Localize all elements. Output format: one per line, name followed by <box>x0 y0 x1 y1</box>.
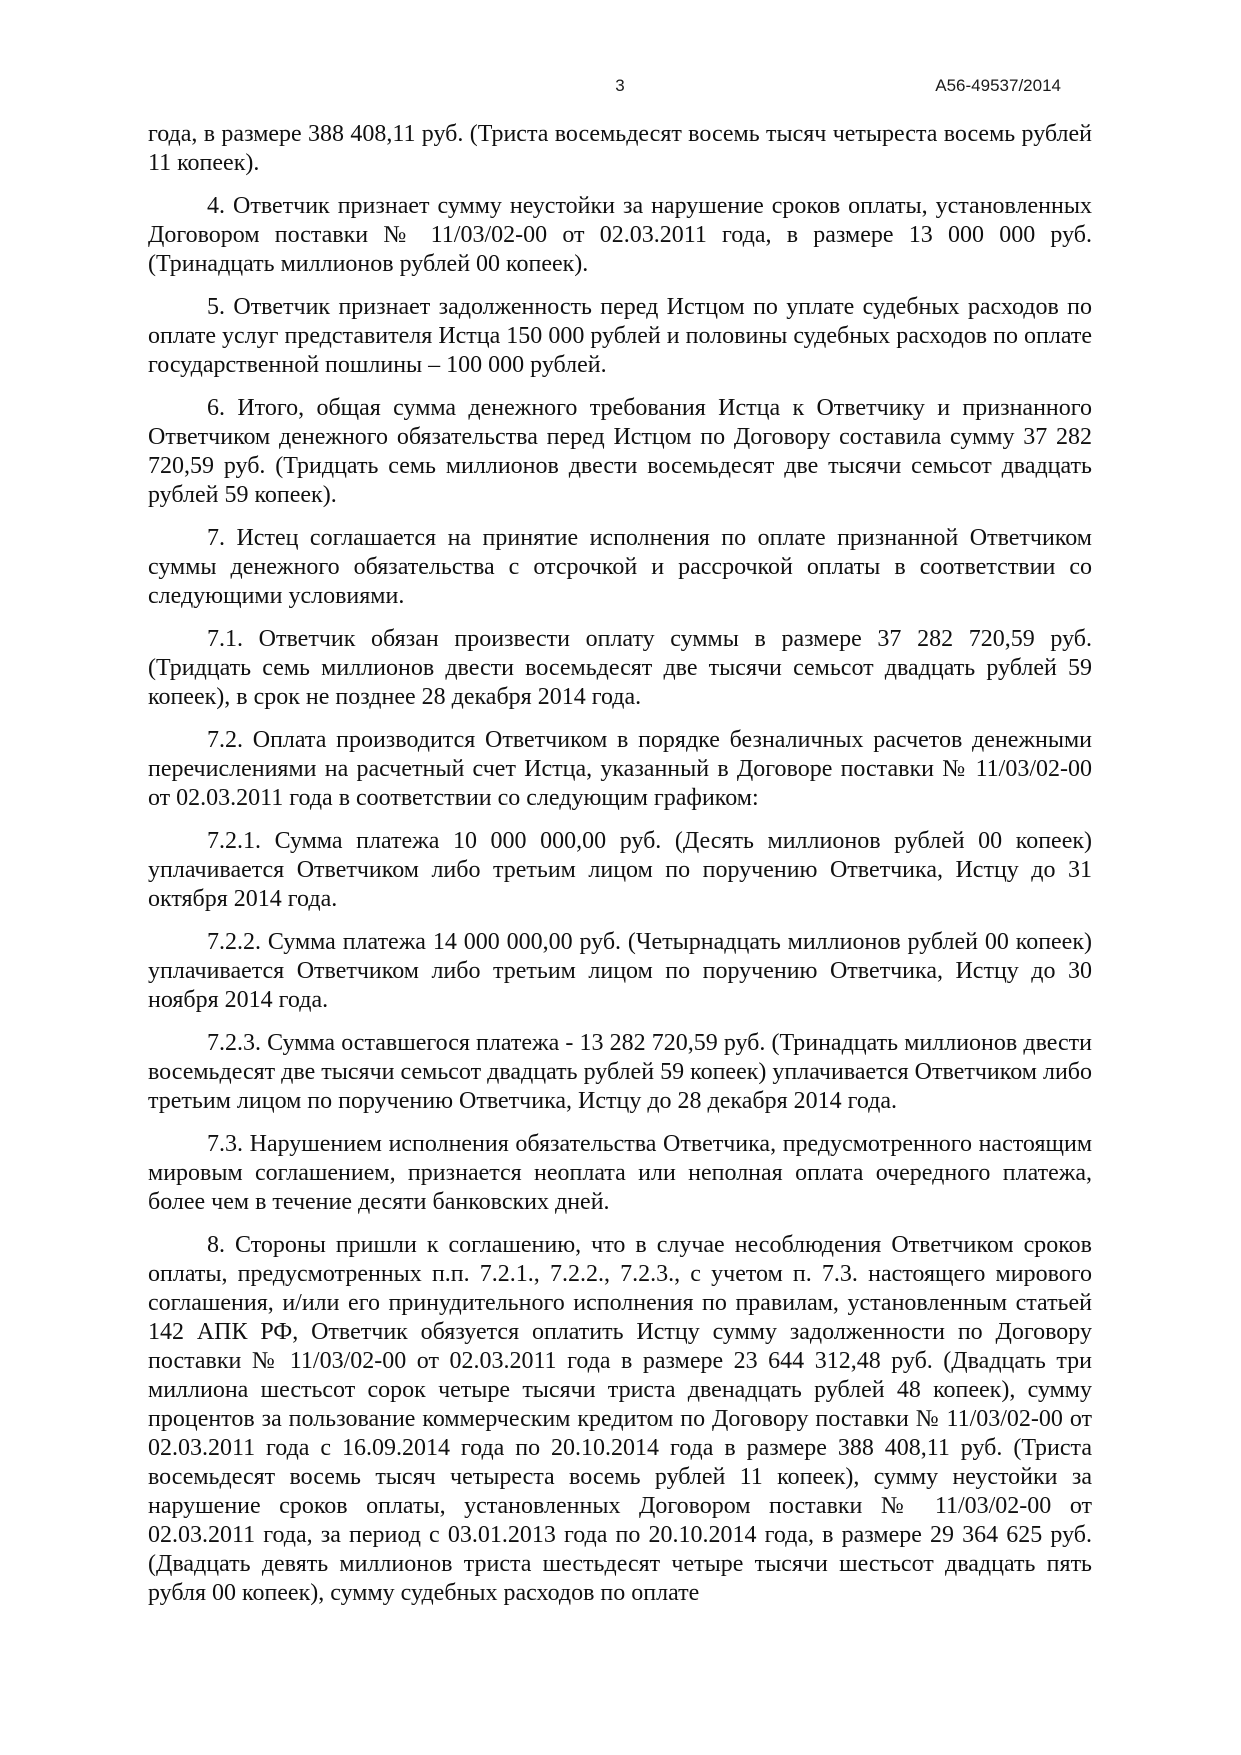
paragraph-4: 4. Ответчик признает сумму неустойки за нарушение сроков оплаты, установленных Договором поставки № 11/03/02-00 от 02.03.2011 года, в размере 13 000 000 руб. (Тринадцать миллионов рублей 00 копеек). <box>148 193 1092 277</box>
paragraph-5: 5. Ответчик признает задолженность перед Истцом по уплате судебных расходов по оплате услуг представителя Истца 150 000 рублей и половины судебных расходов по оплате государственной пошлины – 100 000 рублей. <box>148 294 1092 378</box>
paragraph-6: 6. Итого, общая сумма денежного требования Истца к Ответчику и признанного Ответчиком денежного обязательства перед Истцом по Договору составила сумму 37 282 720,59 руб. (Тридцать семь миллионов двести восемьдесят две тысячи семьсот двадцать рублей 59 копеек). <box>148 395 1092 508</box>
paragraph-7-2: 7.2. Оплата производится Ответчиком в порядке безналичных расчетов денежными перечислениями на расчетный счет Истца, указанный в Договоре поставки № 11/03/02-00 от 02.03.2011 года в соответствии со следующим графиком: <box>148 727 1092 811</box>
paragraph-7-1: 7.1. Ответчик обязан произвести оплату суммы в размере 37 282 720,59 руб. (Тридцать семь миллионов двести восемьдесят две тысячи семьсот двадцать рублей 59 копеек), в срок не позднее 28 декабря 2014 года. <box>148 626 1092 710</box>
paragraph-7-2-2: 7.2.2. Сумма платежа 14 000 000,00 руб. (Четырнадцать миллионов рублей 00 копеек) уплачивается Ответчиком либо третьим лицом по поручению Ответчика, Истцу до 30 ноября 2014 года. <box>148 929 1092 1013</box>
paragraph-7: 7. Истец соглашается на принятие исполнения по оплате признанной Ответчиком суммы денежного обязательства с отсрочкой и рассрочкой оплаты в соответствии со следующими условиями. <box>148 525 1092 609</box>
paragraph-7-2-1: 7.2.1. Сумма платежа 10 000 000,00 руб. (Десять миллионов рублей 00 копеек) уплачивается Ответчиком либо третьим лицом по поручению Ответчика, Истцу до 31 октября 2014 года. <box>148 828 1092 912</box>
page-header <box>148 74 1092 98</box>
paragraph-7-3: 7.3. Нарушением исполнения обязательства Ответчика, предусмотренного настоящим мировым соглашением, признается неоплата или неполная оплата очередного платежа, более чем в течение десяти банковских дней. <box>148 1131 1092 1215</box>
case-number: А56-49537/2014 <box>935 76 1061 95</box>
paragraph-continuation: года, в размере 388 408,11 руб. (Триста восемьдесят восемь тысяч четыреста восемь рублей 11 копеек). <box>148 121 1092 176</box>
document-body <box>148 120 1092 1608</box>
paragraph-7-2-3: 7.2.3. Сумма оставшегося платежа - 13 282 720,59 руб. (Тринадцать миллионов двести восемьдесят две тысячи семьсот двадцать рублей 59 копеек) уплачивается Ответчиком либо третьим лицом по поручению Ответчика, Истцу до 28 декабря 2014 года. <box>148 1030 1092 1114</box>
paragraph-8: 8. Стороны пришли к соглашению, что в случае несоблюдения Ответчиком сроков оплаты, предусмотренных п.п. 7.2.1., 7.2.2., 7.2.3., с учетом п. 7.3. настоящего мирового соглашения, и/или его принудительного исполнения по правилам, установленным статьей 142 АПК РФ, Ответчик обязуется оплатить Истцу сумму задолженности по Договору поставки № 11/03/02-00 от 02.03.2011 года в размере 23 644 312,48 руб. (Двадцать три миллиона шестьсот сорок четыре тысячи триста двенадцать рублей 48 копеек), сумму процентов за пользование коммерческим кредитом по Договору поставки № 11/03/02-00 от 02.03.2011 года с 16.09.2014 года по 20.10.2014 года в размере 388 408,11 руб. (Триста восемьдесят восемь тысяч четыреста восемь рублей 11 копеек), сумму неустойки за нарушение сроков оплаты, установленных Договором поставки № 11/03/02-00 от 02.03.2011 года, за период с 03.01.2013 года по 20.10.2014 года, в размере 29 364 625 руб. (Двадцать девять миллионов триста шестьдесят четыре тысячи шестьсот двадцать пять рубля 00 копеек), сумму судебных расходов по оплате <box>148 1232 1092 1606</box>
page-number: 3 <box>615 76 625 95</box>
